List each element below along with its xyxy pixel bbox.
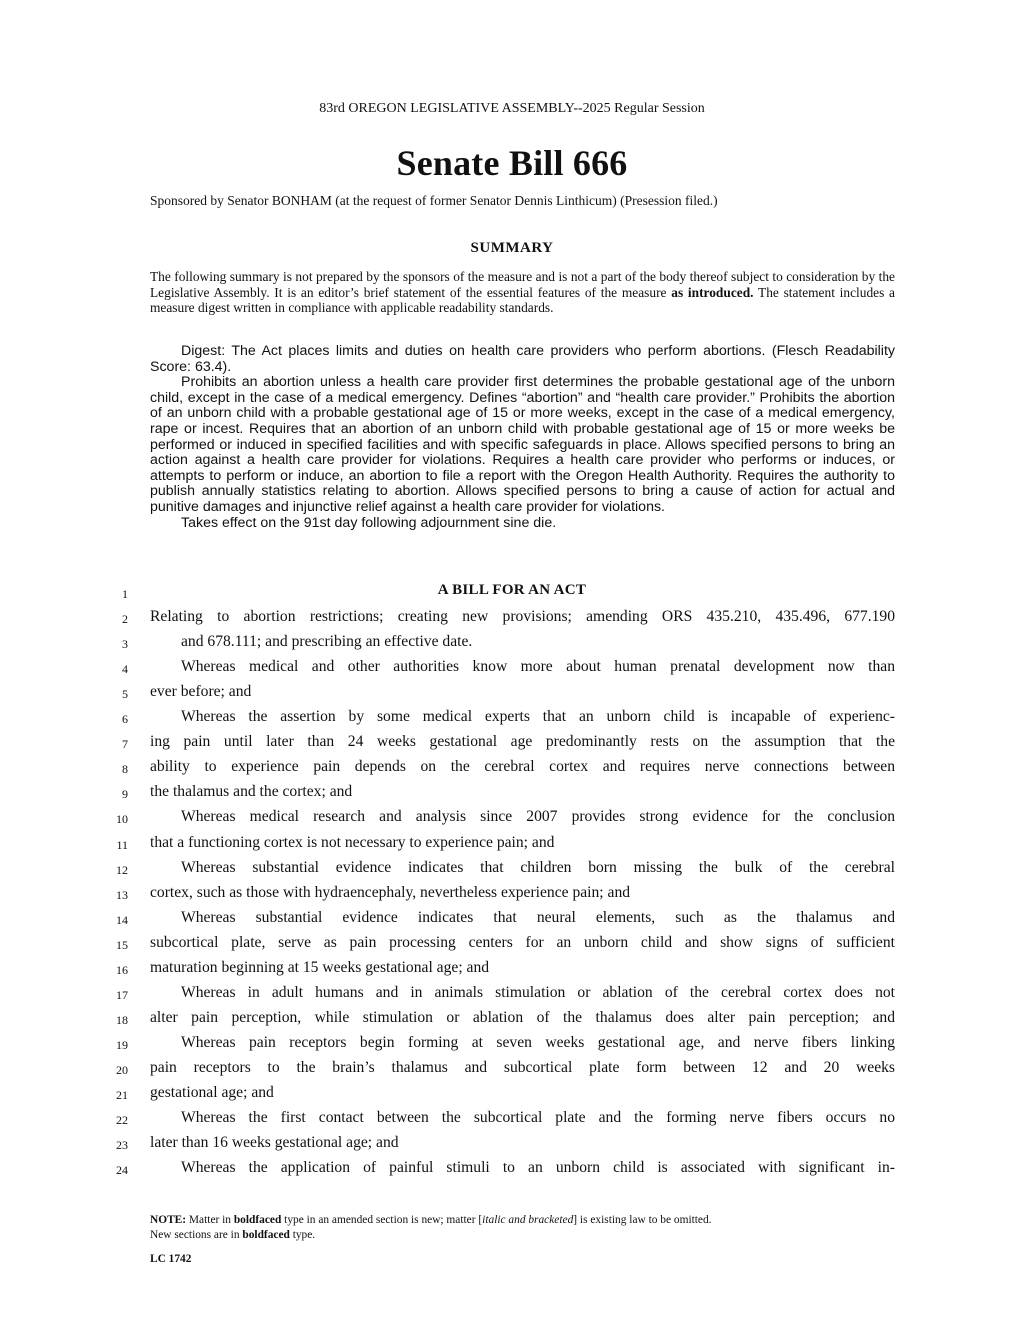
- bill-line: [0, 683, 1024, 708]
- summary-text-before: The following summary is not prepared by the sponsors of the measure and is not a part of the body thereof subject to consideration by the Legislative Assembly. It is an editor’s brief statement of the essential features of the measure: [150, 269, 895, 300]
- bill-line: [0, 608, 1024, 633]
- line-number: 11: [116, 837, 128, 852]
- line-text: and 678.111; and prescribing an effective date.: [181, 633, 473, 651]
- line-number: 10: [116, 812, 128, 827]
- line-text: Whereas substantial evidence indicates that neural elements, such as the thalamus and: [181, 908, 895, 926]
- bill-line: [0, 1159, 1024, 1184]
- line-number: 9: [122, 787, 128, 802]
- note-text-4: New sections are in: [150, 1229, 243, 1241]
- line-number: 17: [116, 987, 128, 1002]
- bill-line: [0, 708, 1024, 733]
- line-number: 18: [116, 1012, 128, 1027]
- bill-line: [0, 1134, 1024, 1159]
- note-text-3: ] is existing law to be omitted.: [573, 1214, 712, 1226]
- note-italic: italic and bracketed: [482, 1214, 574, 1226]
- note-text-1: Matter in: [186, 1214, 234, 1226]
- line-text: pain receptors to the brain’s thalamus and subcortical plate form between 12 and 20 weeks: [150, 1058, 895, 1076]
- summary-text-after: The statement includes a measure digest written in compliance with applicable readability standards.: [150, 284, 895, 316]
- line-number: 8: [122, 762, 128, 777]
- line-number: 13: [116, 887, 128, 902]
- line-text: Relating to abortion restrictions; creating new provisions; amending ORS 435.210, 435.496, 677.190: [150, 608, 895, 626]
- line-text: alter pain perception, while stimulation or ablation of the thalamus does alter pain perception; and: [150, 1008, 895, 1026]
- bill-line: [0, 1059, 1024, 1084]
- line-number: 19: [116, 1037, 128, 1052]
- line-number: 20: [116, 1062, 128, 1077]
- note-label: NOTE:: [150, 1214, 187, 1226]
- summary-bold: as introduced.: [671, 284, 754, 300]
- line-number: 3: [122, 637, 128, 652]
- note-text-2: type in an amended section is new; matter [: [281, 1214, 483, 1226]
- line-number: 12: [116, 862, 128, 877]
- bill-line: [0, 733, 1024, 758]
- bill-line: [0, 984, 1024, 1009]
- note-bold-2: boldfaced: [242, 1229, 290, 1241]
- line-text: Whereas medical research and analysis since 2007 provides strong evidence for the conclusion: [181, 808, 895, 826]
- line-number: 1: [122, 587, 128, 601]
- bill-line: [0, 633, 1024, 658]
- line-number: 14: [116, 912, 128, 927]
- line-text: ing pain until later than 24 weeks gestational age predominantly rests on the assumption that the: [150, 733, 895, 751]
- digest: [150, 344, 895, 531]
- summary-text: [150, 269, 895, 316]
- bill-line: [0, 658, 1024, 683]
- bill-line: [0, 1084, 1024, 1109]
- line-text: later than 16 weeks gestational age; and: [150, 1134, 399, 1152]
- bill-line: [0, 859, 1024, 884]
- bill-line: [0, 834, 1024, 859]
- line-text: Whereas the assertion by some medical experts that an unborn child is incapable of experienc-: [181, 708, 895, 726]
- line-number: 6: [122, 712, 128, 727]
- line-text: ability to experience pain depends on the cerebral cortex and requires nerve connections between: [150, 758, 895, 776]
- bill-line: [0, 583, 1024, 608]
- line-text: subcortical plate, serve as pain processing centers for an unborn child and show signs of sufficient: [150, 933, 895, 951]
- line-number: 24: [116, 1163, 128, 1178]
- note-text-5: type.: [289, 1229, 316, 1241]
- bill-line: [0, 783, 1024, 808]
- line-text: Whereas the application of painful stimuli to an unborn child is associated with significant in-: [181, 1159, 895, 1177]
- line-text: the thalamus and the cortex; and: [150, 783, 353, 801]
- digest-paragraph-3: Takes effect on the 91st day following adjournment sine die.: [181, 514, 557, 531]
- sponsor-line: Sponsored by Senator BONHAM (at the request of former Senator Dennis Linthicum) (Presession filed.): [150, 193, 718, 208]
- bill-line: [0, 884, 1024, 909]
- bill-line: [0, 1109, 1024, 1134]
- line-text: Whereas in adult humans and in animals stimulation or ablation of the cerebral cortex does not: [181, 983, 895, 1001]
- bill-line: [0, 1009, 1024, 1034]
- line-number: 21: [116, 1088, 128, 1102]
- digest-paragraph-1: Digest: The Act places limits and duties on health care providers who perform abortions. (Flesch Readability Score: 63.4).: [150, 343, 895, 375]
- summary-heading: SUMMARY: [470, 240, 554, 256]
- session-heading: 83rd OREGON LEGISLATIVE ASSEMBLY--2025 Regular Session: [319, 101, 705, 116]
- bill-line: [0, 909, 1024, 934]
- note-bold-1: boldfaced: [233, 1214, 282, 1226]
- line-text: that a functioning cortex is not necessary to experience pain; and: [150, 833, 555, 851]
- bill-line: [0, 808, 1024, 833]
- line-number: 7: [122, 737, 128, 752]
- line-number: 16: [116, 962, 128, 977]
- bill-heading: A BILL FOR AN ACT: [437, 582, 587, 598]
- line-number: 2: [122, 612, 128, 627]
- bill-line: [0, 758, 1024, 783]
- line-text: Whereas medical and other authorities know more about human prenatal development now than: [181, 658, 895, 676]
- line-number: 23: [116, 1138, 128, 1153]
- bill-line: [0, 959, 1024, 984]
- line-text: Whereas pain receptors begin forming at seven weeks gestational age, and nerve fibers linking: [181, 1033, 895, 1051]
- bill-line: [0, 934, 1024, 959]
- digest-paragraph-2: Prohibits an abortion unless a health care provider first determines the probable gestational age of the unborn child, except in the case of a medical emergency. Defines “abortion” and “health care provider.” Prohibits the abortion of an unborn child with a probable gestational age of 15 or more weeks, except in the case of a medical emergency, rape or incest. Requires that an abortion of an unborn child with probable gestational age of 15 or more weeks be performed or induced in specified facilities and with specific safeguards in place. Allows specified persons to bring an action against a health care provider for violations. Requires a health care provider who performs or induces, or attempts to perform or induce, an abortion to file a report with the Oregon Health Authority. Requires the authority to publish annually statistics relating to abortion. Allows specified persons to bring a cause of action for actual and punitive damages and injunctive relief against a health care provider for violations.: [150, 374, 895, 515]
- line-number: 4: [122, 662, 128, 677]
- line-text: Whereas the first contact between the subcortical plate and the forming nerve fibers occurs no: [181, 1109, 895, 1127]
- lc-number: LC 1742: [150, 1253, 192, 1265]
- line-text: maturation beginning at 15 weeks gestational age; and: [150, 958, 490, 976]
- line-text: Whereas substantial evidence indicates that children born missing the bulk of the cerebral: [181, 858, 895, 876]
- line-text: ever before; and: [150, 683, 252, 701]
- bill-line: [0, 1034, 1024, 1059]
- line-number: 22: [116, 1113, 128, 1128]
- line-number: 5: [122, 687, 128, 702]
- footer-note: [150, 1213, 910, 1243]
- line-text: cortex, such as those with hydraencephaly, nevertheless experience pain; and: [150, 883, 631, 901]
- line-text: gestational age; and: [150, 1084, 274, 1101]
- line-number: 15: [116, 937, 128, 952]
- page-title: Senate Bill 666: [396, 143, 628, 183]
